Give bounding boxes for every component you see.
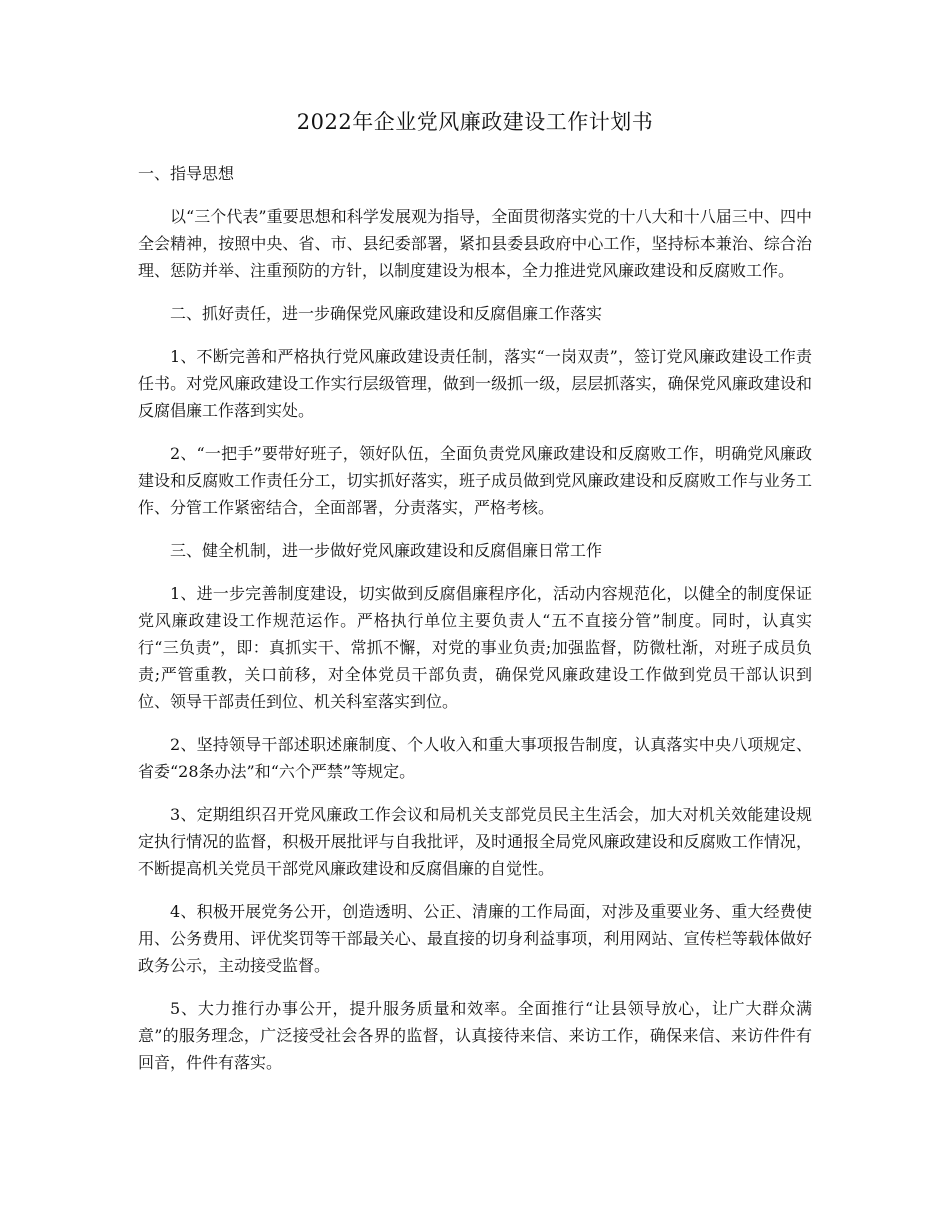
paragraph-mechanism-3: 3、定期组织召开党风廉政工作会议和局机关支部党员民主生活会，加大对机关效能建设规定执行情况的监督，积极开展批评与自我批评，及时通报全局党风廉政建设和反腐败工作情况，不断提高机关党员干部党风廉政建设和反腐倡廉的自觉性。: [138, 805, 812, 878]
paragraph-mechanism-4: 4、积极开展党务公开，创造透明、公正、清廉的工作局面，对涉及重要业务、重大经费使用、公务费用、评优奖罚等干部最关心、最直接的切身利益事项，利用网站、宣传栏等载体做好政务公示，主动接受监督。: [138, 902, 812, 975]
paragraph-responsibility-2: 2、“一把手”要带好班子，领好队伍，全面负责党风廉政建设和反腐败工作，明确党风廉政建设和反腐败工作责任分工，切实抓好落实，班子成员做到党风廉政建设和反腐败工作与业务工作、分管工作紧密结合，全面部署，分责落实，严格考核。: [138, 444, 812, 517]
section-heading-guiding-thought: 一、指导思想: [138, 164, 235, 183]
paragraph-mechanism-5: 5、大力推行办事公开，提升服务质量和效率。全面推行“让县领导放心，让广大群众满意”的服务理念，广泛接受社会各界的监督，认真接待来信、来访工作，确保来信、来访件件有回音，件件有落实。: [138, 999, 812, 1072]
paragraph-mechanism-1: 1、进一步完善制度建设，切实做到反腐倡廉程序化，活动内容规范化，以健全的制度保证党风廉政建设工作规范运作。严格执行单位主要负责人“五不直接分管”制度。同时，认真实行“三负责”，即：真抓实干、常抓不懈，对党的事业负责;加强监督，防微杜渐，对班子成员负责;严管重教，关口前移，对全体党员干部负责，确保党风廉政建设工作做到党员干部认识到位、领导干部责任到位、机关科室落实到位。: [138, 584, 812, 711]
section-heading-mechanism: 三、健全机制，进一步做好党风廉政建设和反腐倡廉日常工作: [170, 541, 603, 560]
paragraph-guiding-thought: 以“三个代表”重要思想和科学发展观为指导，全面贯彻落实党的十八大和十八届三中、四中全会精神，按照中央、省、市、县纪委部署，紧扣县委县政府中心工作，坚持标本兼治、综合治理、惩防并举、注重预防的方针，以制度建设为根本，全力推进党风廉政建设和反腐败工作。: [138, 207, 812, 280]
section-heading-responsibility: 二、抓好责任，进一步确保党风廉政建设和反腐倡廉工作落实: [170, 304, 603, 323]
paragraph-mechanism-2: 2、坚持领导干部述职述廉制度、个人收入和重大事项报告制度，认真落实中央八项规定、省委“28条办法”和“六个严禁”等规定。: [138, 735, 812, 781]
paragraph-responsibility-1: 1、不断完善和严格执行党风廉政建设责任制，落实“一岗双责”，签订党风廉政建设工作责任书。对党风廉政建设工作实行层级管理，做到一级抓一级，层层抓落实，确保党风廉政建设和反腐倡廉工作落到实处。: [138, 347, 812, 420]
document-title: 2022年企业党风廉政建设工作计划书: [296, 110, 654, 134]
